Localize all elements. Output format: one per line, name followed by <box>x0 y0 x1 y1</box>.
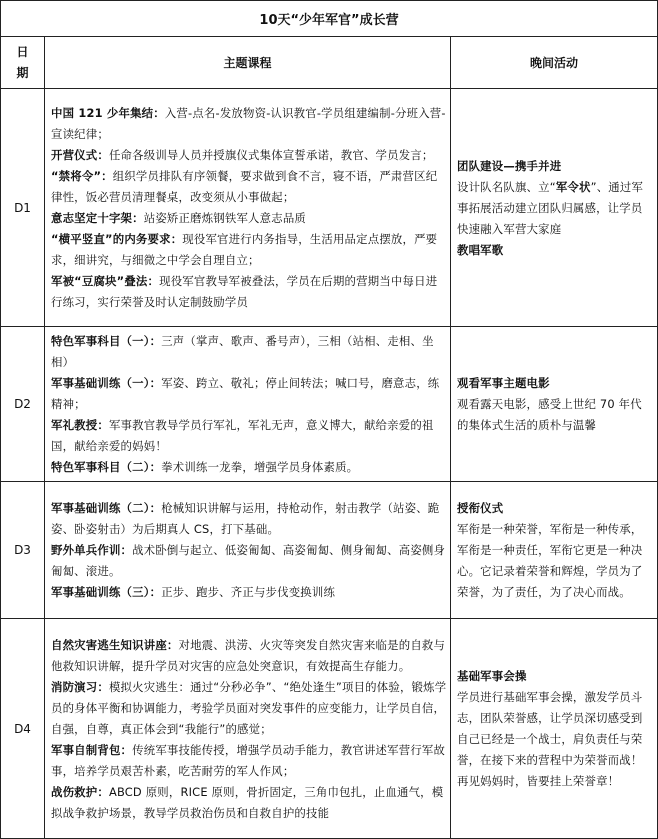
evening-title: 基础军事会操 <box>457 669 527 683</box>
evening-text: 学员进行基础军事会操，激发学员斗志，团队荣誉感，让学员深切感受到自己已经是一个战士，肩负责任与荣誉，在接下来的营程中为荣誉而战！再见妈妈时，皆要挂上荣誉章！ <box>457 690 643 788</box>
evening-cell <box>451 482 658 619</box>
course-item: 消防演习：模拟火灾逃生：通过“分秒必争”、“绝处逢生”项目的体验，锻炼学员的身体平衡和协调能力，考验学员面对突发事件的应变能力，让学员自信，自强，自尊，真正体会到“我能行”的感觉； <box>51 679 447 736</box>
day-label: D3 <box>1 482 45 619</box>
course-item: 中国 121 少年集结：入营-点名-发放物资-认识教官-学员组建编制-分班入营-宣读纪律； <box>51 106 446 141</box>
course-item: 特色军事科目（二）：拳术训练一龙拳，增强学员身体素质。 <box>51 460 359 474</box>
course-item: 军事基础训练（一）：军姿、跨立、敬礼；停止间转法；喊口号，磨意志，练精神； <box>51 376 440 411</box>
table-row <box>1 327 658 482</box>
evening-title: 观看军事主题电影 <box>457 376 550 390</box>
course-item: “禁将令”：组织学员排队有序领餐，要求做到食不言，寝不语，严肃营区纪律性，饭必营员清理餐桌，改变须从小事做起； <box>51 169 438 204</box>
course-cell <box>45 327 451 482</box>
course-item: 自然灾害逃生知识讲座：对地震、洪涝、火灾等突发自然灾害来临是的自救与他救知识讲解，提升学员对灾害的应急处突意识，有效提高生存能力。 <box>51 637 446 673</box>
header-course: 主题课程 <box>45 37 451 89</box>
evening-cell <box>451 619 658 839</box>
table-row <box>1 482 658 619</box>
course-item: 军事基础训练（二）：枪械知识讲解与运用，持枪动作，射击教学（站姿、跪姿、卧姿射击）为后期真人 CS，打下基础。 <box>51 501 440 536</box>
course-cell <box>45 619 451 839</box>
table-title: 10天“少年军官”成长营 <box>1 1 658 37</box>
day-label: D1 <box>1 89 45 327</box>
course-cell <box>45 482 451 619</box>
day-label: D4 <box>1 619 45 839</box>
course-item: 军事基础训练（三）：正步、跑步、齐正与步伐变换训练 <box>51 585 336 599</box>
header-evening: 晚间活动 <box>451 37 658 89</box>
evening-cell <box>451 89 658 327</box>
course-item: 特色军事科目（一）：三声（掌声、歌声、番号声），三相（站相、走相、坐相） <box>51 334 434 369</box>
evening-title: 授衔仪式 <box>457 501 504 515</box>
table-row <box>1 89 658 327</box>
course-item: 军事自制背包：传统军事技能传授，增强学员动手能力，教官讲述军营行军故事，培养学员艰苦朴素，吃苦耐劳的军人作风； <box>51 742 446 778</box>
course-item: 开营仪式：任命各级训导人员并授旗仪式集体宣誓承诺，教官、学员发言； <box>51 148 434 162</box>
evening-extra: 教唱军歌 <box>457 242 504 257</box>
evening-title: 团队建设—携手并进 <box>457 158 562 173</box>
course-item: 战伤救护：ABCD 原则，RICE 原则，骨折固定，三角巾包扎，止血通气，模拟战争救护场景，教导学员救治伤员和自救自护的技能 <box>51 784 444 820</box>
evening-text: 设计队名队旗、立“军令状”、通过军事拓展活动建立团队归属感，让学员快速融入军营大家庭 <box>457 179 644 236</box>
header-day: 日期 <box>1 37 45 89</box>
evening-text: 观看露天电影，感受上世纪 70 年代的集体式生活的质朴与温馨 <box>457 397 642 432</box>
course-item: 军被“豆腐块”叠法：现役军官教导军被叠法，学员在后期的营期当中每日进行练习，实行荣誉及时认定制鼓励学员 <box>51 274 438 309</box>
course-item: 意志坚定十字架：站姿矫正磨炼钢铁军人意志品质 <box>51 211 307 225</box>
course-cell <box>45 89 451 327</box>
course-item: “横平竖直”的内务要求：现役军官进行内务指导，生活用品定点摆放，严要求，细讲究，与细微之中学会自理自立； <box>51 232 438 267</box>
day-label: D2 <box>1 327 45 482</box>
table-row <box>1 619 658 839</box>
evening-cell <box>451 327 658 482</box>
evening-text: 军衔是一种荣誉，军衔是一种传承，军衔是一种责任，军衔它更是一种决心。它记录着荣誉和辉煌，学员为了荣誉，为了责任，为了决心而战。 <box>457 522 643 599</box>
course-item: 军礼教授：军事教官教导学员行军礼，军礼无声，意义博大，献给亲爱的祖国，献给亲爱的妈妈！ <box>51 418 434 453</box>
course-item: 野外单兵作训：战术卧倒与起立、低姿匍匐、高姿匍匐、侧身匍匐、高姿侧身匍匐、滚进。 <box>51 543 446 578</box>
